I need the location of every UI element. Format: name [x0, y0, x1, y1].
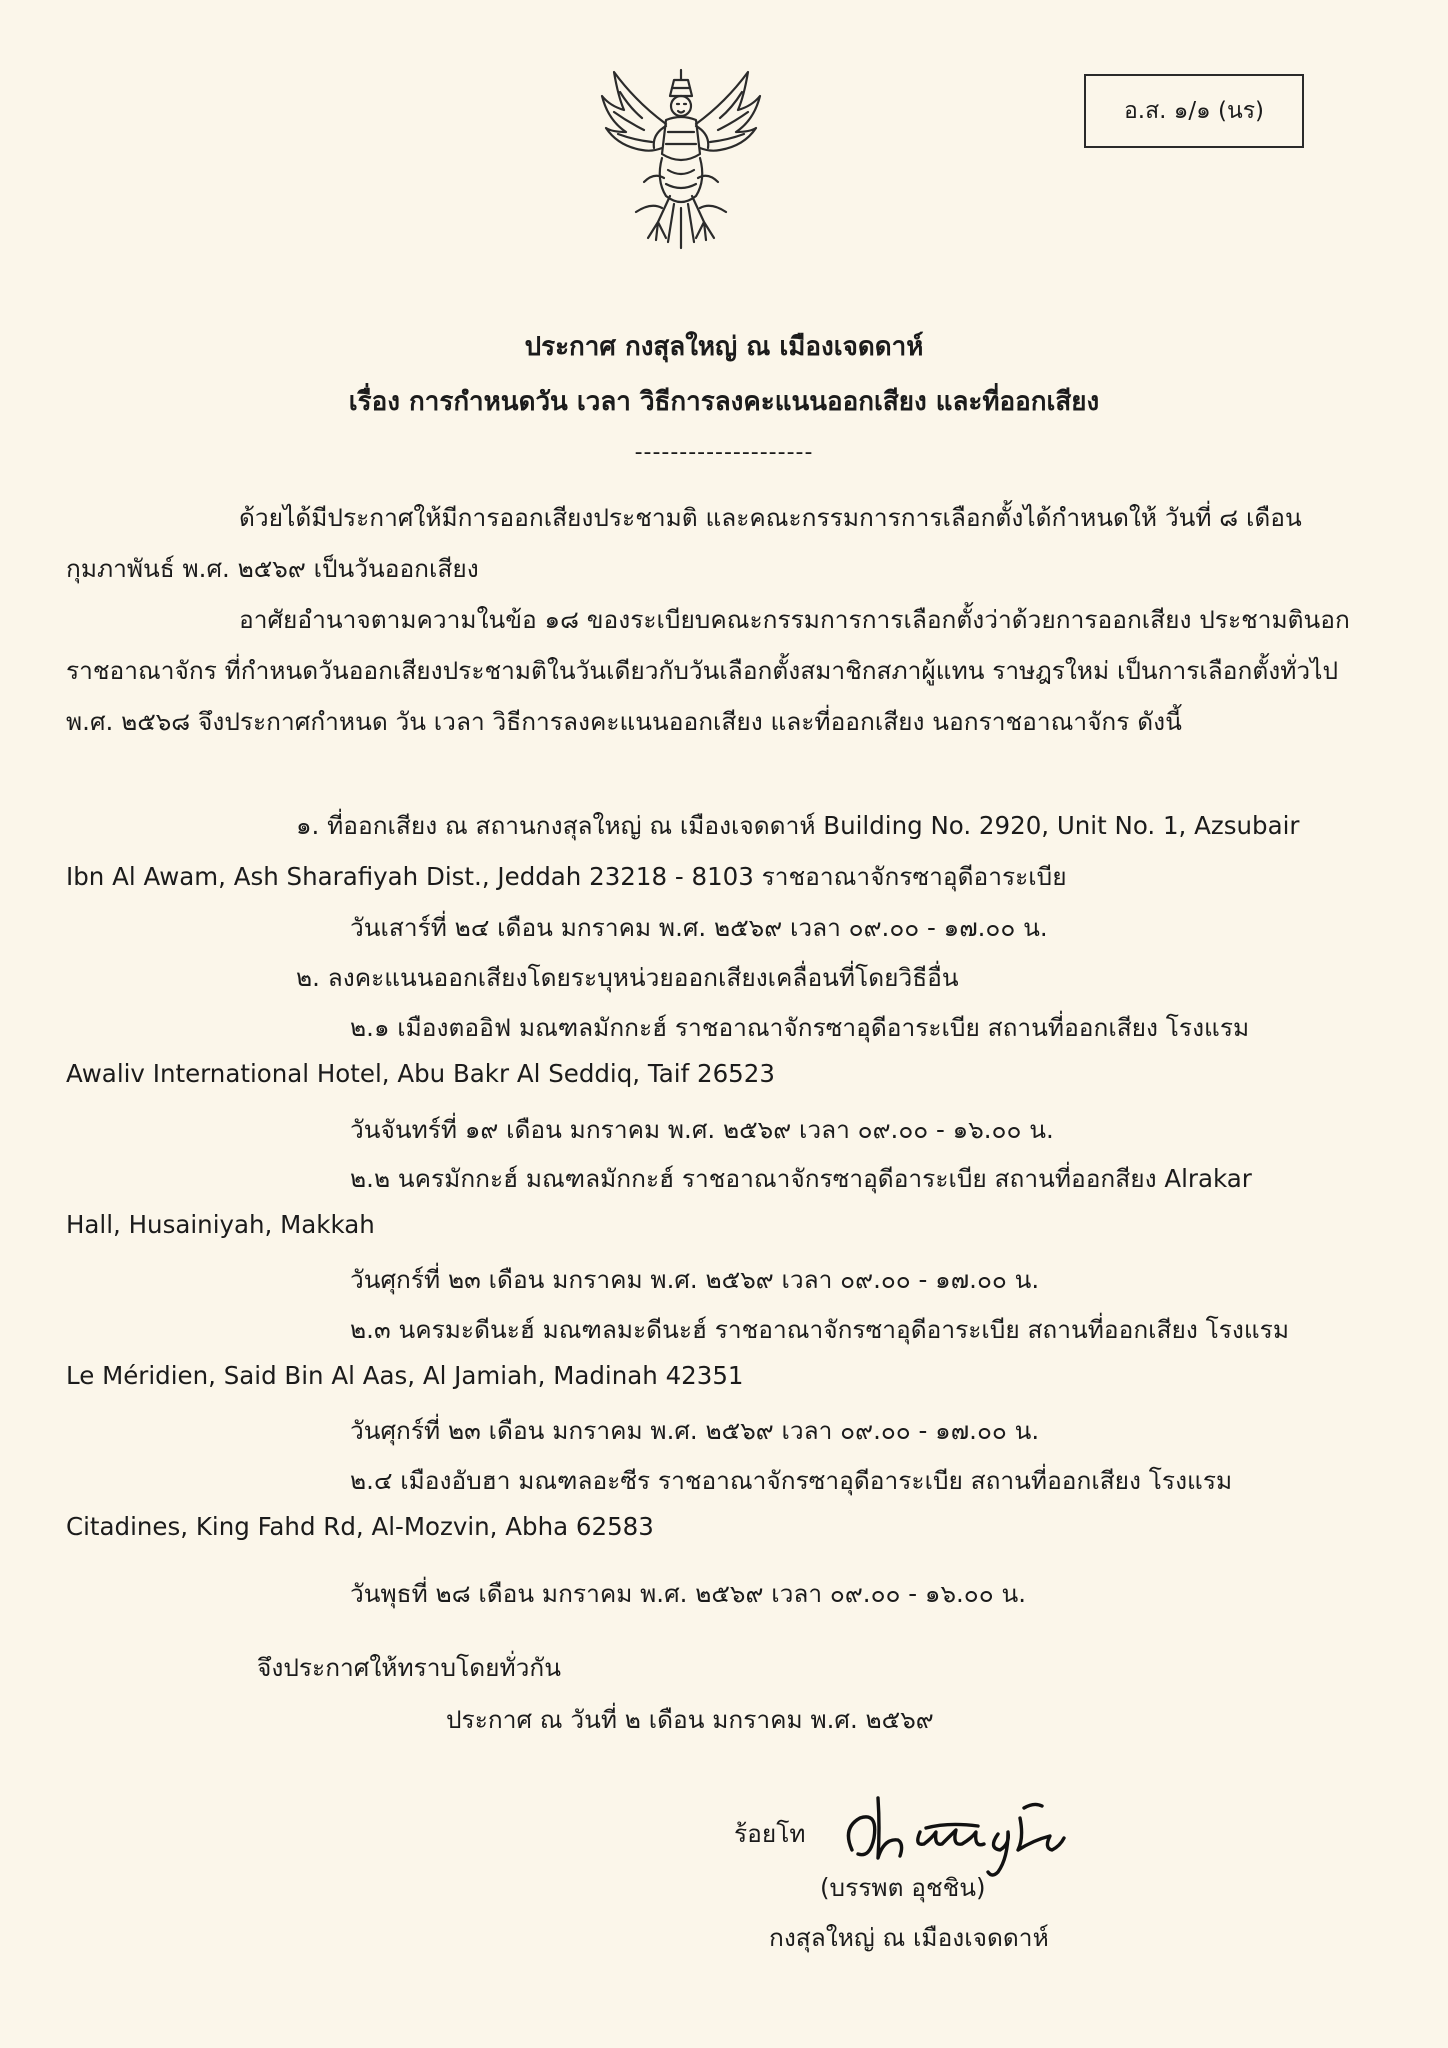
item-2-1-line-2: Awaliv International Hotel, Abu Bakr Al Seddiq, Taif 26523: [66, 1059, 775, 1088]
item-2-1-line-1: ๒.๑ เมืองตออิฟ มณฑลมักกะฮ์ ราชอาณาจักรซาอุดีอาระเบีย สถานที่ออกเสียง โรงแรม: [350, 1013, 1250, 1042]
garuda-emblem-icon: [596, 62, 766, 262]
signer-position: กงสุลใหญ่ ณ เมืองเจดดาห์: [769, 1923, 1049, 1952]
form-code: อ.ส. ๑/๑ (นร): [1123, 98, 1265, 124]
item-2-2-line-1: ๒.๒ นครมักกะฮ์ มณฑลมักกะฮ์ ราชอาณาจักรซาอุดีอาระเบีย สถานที่ออกสียง Alrakar: [350, 1164, 1252, 1193]
authority-paragraph: อาศัยอำนาจตามความในข้อ ๑๘ ของระเบียบคณะกรรมการการเลือกตั้งว่าด้วยการออกเสียง ประชามตินอกราชอาณาจักร ที่กำหนดวันออกเสียงประชามติในวันเดียวกับวันเลือกตั้งสมาชิกสภาผู้แทน ราษฎรใหม่ เป็นการเลือกตั้งทั่วไป พ.ศ. ๒๕๖๘ จึงประกาศกำหนด วัน เวลา วิธีการลงคะแนนออกเสียง และที่ออกเสียง นอกราชอาณาจักร ดังนี้: [66, 605, 1350, 736]
item-2-3-line-2: Le Méridien, Said Bin Al Aas, Al Jamiah, Madinah 42351: [66, 1361, 744, 1390]
signer-rank: ร้อยโท: [734, 1819, 806, 1848]
item-2-1-date: วันจันทร์ที่ ๑๙ เดือน มกราคม พ.ศ. ๒๕๖๙ เวลา ๐๙.๐๐ - ๑๖.๐๐ น.: [350, 1115, 1054, 1144]
announcement-title: ประกาศ กงสุลใหญ่ ณ เมืองเจดดาห์: [524, 332, 924, 362]
announcement-date: ประกาศ ณ วันที่ ๒ เดือน มกราคม พ.ศ. ๒๕๖๙: [446, 1705, 934, 1734]
announcement-subject: เรื่อง การกำหนดวัน เวลา วิธีการลงคะแนนออกเสียง และที่ออกเสียง: [348, 387, 1100, 417]
signer-name: (บรรพต อุชชิน): [820, 1873, 986, 1902]
item-2-4-line-2: Citadines, King Fahd Rd, Al-Mozvin, Abha 62583: [66, 1512, 654, 1541]
title-divider: --------------------: [634, 440, 814, 465]
closing-statement: จึงประกาศให้ทราบโดยทั่วกัน: [257, 1653, 561, 1682]
item-1-line-2: Ibn Al Awam, Ash Sharafiyah Dist., Jeddah 23218 - 8103 ราชอาณาจักรซาอุดีอาระเบีย: [66, 862, 1067, 891]
item-2-2-line-2: Hall, Husainiyah, Makkah: [66, 1210, 375, 1239]
item-2-4-line-1: ๒.๔ เมืองอับฮา มณฑลอะซีร ราชอาณาจักรซาอุดีอาระเบีย สถานที่ออกเสียง โรงแรม: [350, 1466, 1233, 1495]
item-2-3-line-1: ๒.๓ นครมะดีนะฮ์ มณฑลมะดีนะฮ์ ราชอาณาจักรซาอุดีอาระเบีย สถานที่ออกเสียง โรงแรม: [350, 1315, 1289, 1344]
item-2-2-date: วันศุกร์ที่ ๒๓ เดือน มกราคม พ.ศ. ๒๕๖๙ เวลา ๐๙.๐๐ - ๑๗.๐๐ น.: [350, 1265, 1040, 1294]
item-1-line-1: ๑. ที่ออกเสียง ณ สถานกงสุลใหญ่ ณ เมืองเจดดาห์ Building No. 2920, Unit No. 1, Azsubair: [296, 811, 1300, 840]
item-2-heading: ๒. ลงคะแนนออกเสียงโดยระบุหน่วยออกเสียงเคลื่อนที่โดยวิธีอื่น: [296, 963, 959, 992]
handwritten-signature-icon: [838, 1788, 1068, 1878]
intro-paragraph: ด้วยได้มีประกาศให้มีการออกเสียงประชามติ และคณะกรรมการการเลือกตั้งได้กำหนดให้ วันที่ ๘ เดือน กุมภาพันธ์ พ.ศ. ๒๕๖๙ เป็นวันออกเสียง: [66, 503, 1302, 583]
item-2-3-date: วันศุกร์ที่ ๒๓ เดือน มกราคม พ.ศ. ๒๕๖๙ เวลา ๐๙.๐๐ - ๑๗.๐๐ น.: [350, 1416, 1040, 1445]
form-code-box: [1084, 74, 1304, 148]
item-2-4-date: วันพุธที่ ๒๘ เดือน มกราคม พ.ศ. ๒๕๖๙ เวลา ๐๙.๐๐ - ๑๖.๐๐ น.: [350, 1579, 1027, 1608]
item-1-date: วันเสาร์ที่ ๒๔ เดือน มกราคม พ.ศ. ๒๕๖๙ เวลา ๐๙.๐๐ - ๑๗.๐๐ น.: [350, 913, 1048, 942]
